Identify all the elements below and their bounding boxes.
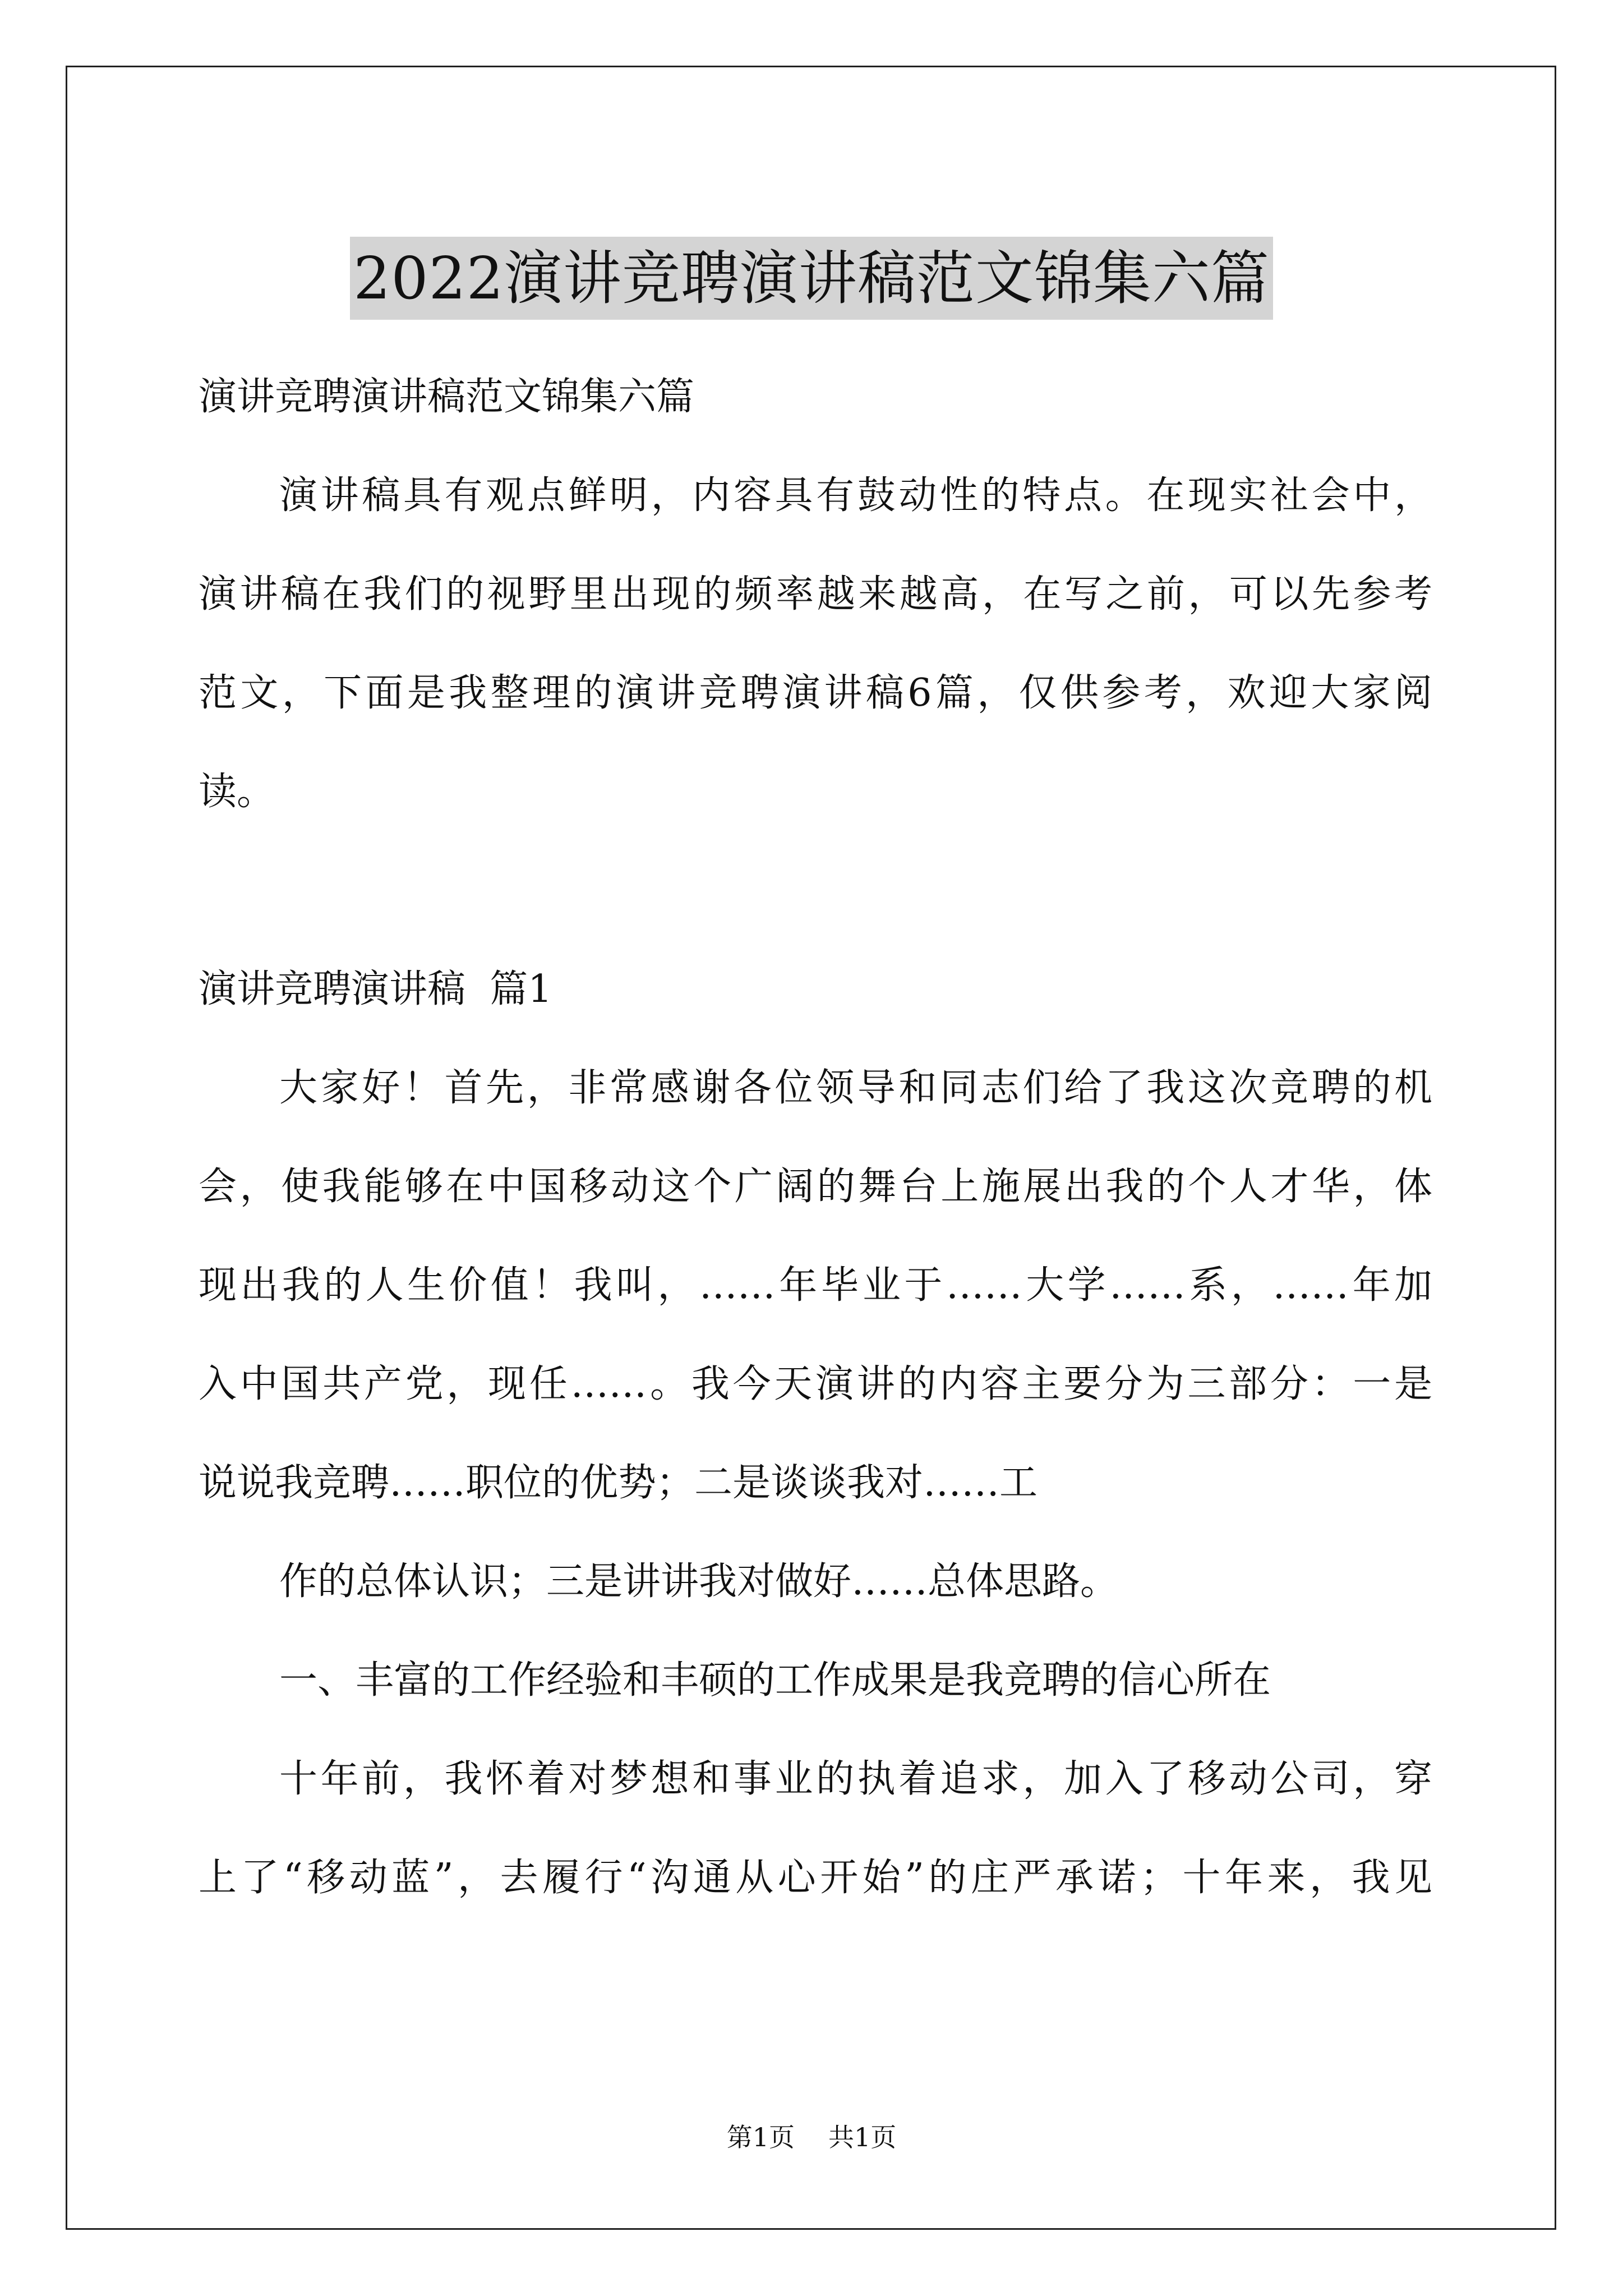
section-heading: 演讲竞聘演讲稿 篇1 <box>199 967 552 1011</box>
paragraph-line: 上了“移动蓝”，去履行“沟通从心开始”的庄严承诺；十年来，我见 <box>199 1856 1432 1900</box>
intro-line: 范文，下面是我整理的演讲竞聘演讲稿6篇，仅供参考，欢迎大家阅 <box>199 671 1432 715</box>
paragraph-line: 会，使我能够在中国移动这个广阔的舞台上施展出我的个人才华，体 <box>199 1165 1432 1209</box>
page-footer <box>0 2120 1623 2154</box>
document-body <box>199 348 1432 1927</box>
page-number-total: 共1页 <box>828 2122 897 2152</box>
paragraph-line: 十年前，我怀着对梦想和事业的执着追求，加入了移动公司，穿 <box>279 1757 1432 1801</box>
document-title: 2022演讲竞聘演讲稿范文锦集六篇 <box>350 237 1273 320</box>
intro-line: 读。 <box>199 770 275 814</box>
intro-line: 演讲稿在我们的视野里出现的频率越来越高，在写之前，可以先参考 <box>199 572 1432 616</box>
subtitle: 演讲竞聘演讲稿范文锦集六篇 <box>199 375 695 419</box>
paragraph-line: 大家好！首先，非常感谢各位领导和同志们给了我这次竞聘的机 <box>279 1066 1432 1110</box>
paragraph-line: 一、丰富的工作经验和丰硕的工作成果是我竞聘的信心所在 <box>279 1658 1271 1703</box>
spacer <box>199 841 1432 940</box>
page-number-current: 第1页 <box>726 2122 795 2152</box>
intro-line: 演讲稿具有观点鲜明，内容具有鼓动性的特点。在现实社会中， <box>279 473 1432 518</box>
paragraph-line: 入中国共产党，现任……。我今天演讲的内容主要分为三部分：一是 <box>199 1362 1432 1406</box>
paragraph-line: 现出我的人生价值！我叫，……年毕业于……大学……系，……年加 <box>199 1263 1432 1308</box>
paragraph-line: 说说我竞聘……职位的优势；二是谈谈我对……工 <box>199 1461 1038 1505</box>
title-wrap <box>0 197 1623 358</box>
paragraph-line: 作的总体认识；三是讲讲我对做好……总体思路。 <box>279 1559 1119 1604</box>
